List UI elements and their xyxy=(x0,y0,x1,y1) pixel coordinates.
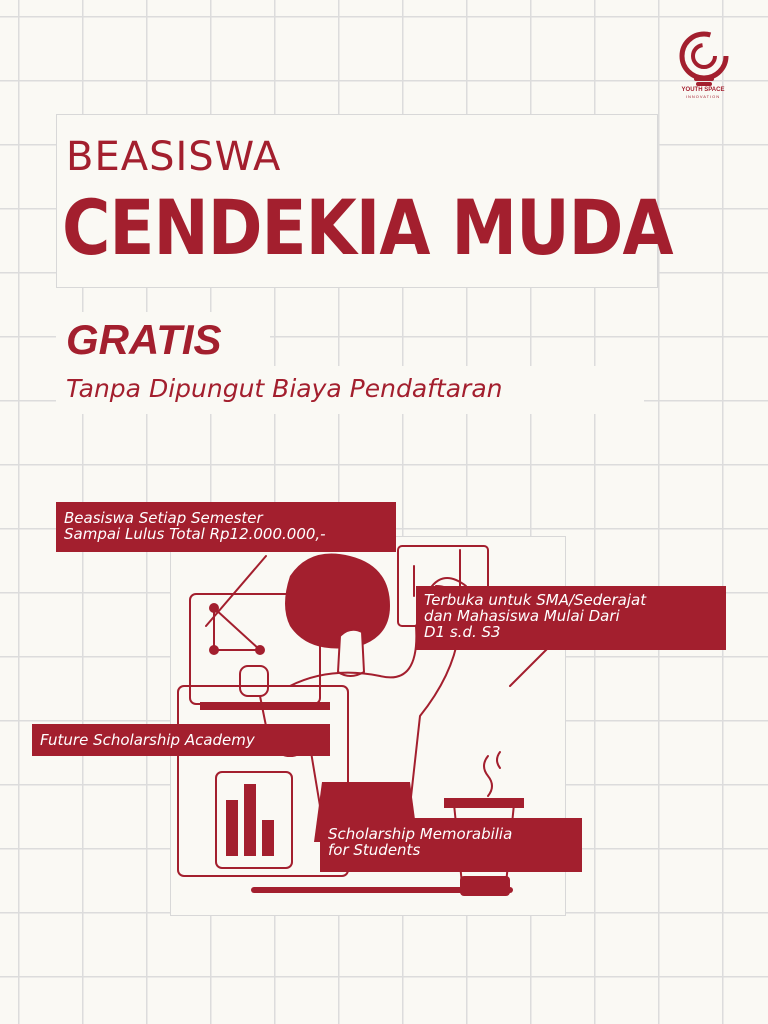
benefit-tag-line: Scholarship Memorabilia xyxy=(328,825,513,843)
logo-tagline: INNOVATION xyxy=(685,94,721,99)
title-beasiswa: BEASISWA xyxy=(66,134,282,180)
logo-name: YOUTH SPACE xyxy=(681,87,725,93)
benefit-tag-semester xyxy=(56,502,396,552)
benefit-tag-line: Future Scholarship Academy xyxy=(40,731,255,749)
benefit-tag-line: Sampai Lulus Total Rp12.000.000,- xyxy=(64,525,326,543)
title-cendekia-muda: CENDEKIA MUDA xyxy=(62,184,673,273)
benefit-tag-academy xyxy=(32,724,330,756)
benefit-tag-line: Beasiswa Setiap Semester xyxy=(64,509,263,527)
headline-gratis: GRATIS xyxy=(66,316,222,363)
benefit-tag-line: D1 s.d. S3 xyxy=(424,623,501,641)
youth-space-logo-icon xyxy=(672,24,736,114)
benefit-tag-memorabilia xyxy=(320,818,582,872)
benefit-tag-eligibility xyxy=(416,586,726,650)
benefit-tag-line: for Students xyxy=(328,841,421,859)
subheadline: Tanpa Dipungut Biaya Pendaftaran xyxy=(66,374,503,403)
benefit-tag-line: dan Mahasiswa Mulai Dari xyxy=(424,607,620,625)
benefit-tag-line: Terbuka untuk SMA/Sederajat xyxy=(424,591,647,609)
